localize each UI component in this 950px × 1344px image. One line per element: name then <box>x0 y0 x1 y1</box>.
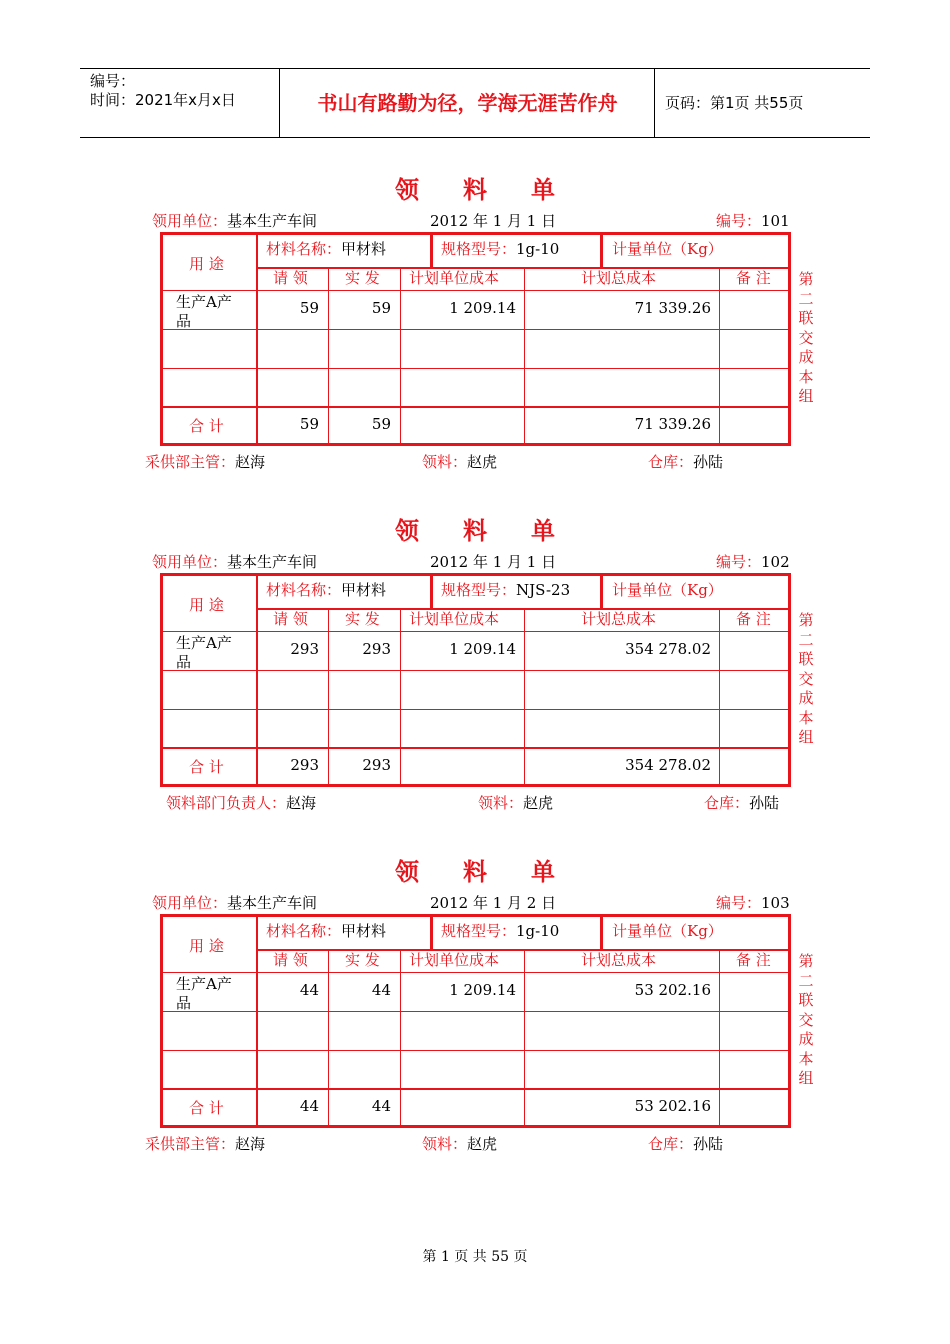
remark-header: 备 注 <box>736 951 771 969</box>
picker-name: 赵虎 <box>467 453 498 471</box>
total-cost-header: 计划总成本 <box>581 951 657 969</box>
spec-field: 规格型号：NJS-23 <box>441 581 571 599</box>
material-name-field: 材料名称：甲材料 <box>266 581 387 599</box>
form-title <box>0 511 950 546</box>
side-note-char: 第 <box>798 611 814 629</box>
purpose-label: 用 途 <box>189 937 224 955</box>
purpose-label: 用 途 <box>189 596 224 614</box>
warehouse-label: 仓库： <box>704 794 750 812</box>
form-title <box>0 170 950 205</box>
unit-line <box>152 551 317 572</box>
material-name-field: 材料名称：甲材料 <box>266 922 387 940</box>
requisition-form <box>0 170 950 490</box>
warehouse-name: 孙陆 <box>749 794 780 812</box>
header-page-info: 页码：第1页 共55页 <box>665 94 804 112</box>
issued-header: 实 发 <box>345 610 380 628</box>
picker-line <box>422 451 497 472</box>
requested-cell: 293 <box>290 640 319 658</box>
total-cost-sum-cell: 53 202.16 <box>634 1097 711 1115</box>
side-note-char: 成 <box>798 1030 814 1048</box>
manager-label: 采供部主管： <box>145 453 236 471</box>
unit-label: 领用单位： <box>152 553 228 571</box>
issued-cell: 59 <box>371 299 391 317</box>
unit-label: 领用单位： <box>152 894 228 912</box>
form-date: 2012 年 1 月 1 日 <box>430 212 557 230</box>
requisition-form <box>0 852 950 1172</box>
side-note-char: 交 <box>798 1010 814 1029</box>
side-note-char: 本 <box>798 1049 814 1068</box>
number-label: 编号： <box>716 894 762 912</box>
total-cost-cell: 71 339.26 <box>634 299 711 317</box>
warehouse-label: 仓库： <box>648 453 694 471</box>
unit-value: 基本生产车间 <box>227 894 318 912</box>
form-title-char: 领 <box>395 517 419 545</box>
requested-header: 请 领 <box>273 951 308 969</box>
side-note-char: 第 <box>798 270 814 288</box>
picker-name: 赵虎 <box>467 1135 498 1153</box>
side-note <box>796 611 816 748</box>
total-cost-header: 计划总成本 <box>581 269 657 287</box>
issued-header: 实 发 <box>345 269 380 287</box>
side-note-char: 成 <box>798 689 814 707</box>
header-motto: 书山有路勤为径，学海无涯苦作舟 <box>281 69 655 137</box>
header-time-label: 时间：2021年x月x日 <box>90 91 236 109</box>
number-value: 101 <box>761 212 790 230</box>
unit-line <box>152 210 317 231</box>
measure-unit-label: 计量单位（Kg） <box>612 922 723 940</box>
side-note-char: 联 <box>798 309 814 327</box>
purpose-label: 用 途 <box>189 255 224 273</box>
requested-cell: 59 <box>299 299 319 317</box>
picker-label: 领料： <box>422 1135 468 1153</box>
requested-header: 请 领 <box>273 269 308 287</box>
unit-cost-cell: 1 209.14 <box>449 640 516 658</box>
number-value: 102 <box>761 553 790 571</box>
warehouse-line <box>648 451 723 472</box>
total-issued-cell: 44 <box>371 1097 391 1115</box>
picker-label: 领料： <box>422 453 468 471</box>
total-cost-sum-cell: 71 339.26 <box>634 415 711 433</box>
issued-header: 实 发 <box>345 951 380 969</box>
total-label: 合 计 <box>189 1099 224 1117</box>
side-note-char: 联 <box>798 650 814 668</box>
side-note <box>796 952 816 1089</box>
page-header <box>80 68 870 138</box>
total-issued-cell: 293 <box>362 756 391 774</box>
side-note-char: 组 <box>798 387 814 405</box>
form-date: 2012 年 1 月 2 日 <box>430 894 557 912</box>
number-line <box>716 892 790 913</box>
side-note-char: 组 <box>798 728 814 746</box>
issued-cell: 293 <box>362 640 391 658</box>
number-value: 103 <box>761 894 790 912</box>
warehouse-line <box>648 1133 723 1154</box>
side-note-char: 交 <box>798 669 814 688</box>
unit-cost-header: 计划单位成本 <box>409 610 500 628</box>
remark-header: 备 注 <box>736 269 771 287</box>
total-cost-sum-cell: 354 278.02 <box>625 756 711 774</box>
remark-header: 备 注 <box>736 610 771 628</box>
manager-name: 赵海 <box>235 453 266 471</box>
side-note-char: 第 <box>798 952 814 970</box>
total-requested-cell: 44 <box>299 1097 319 1115</box>
spec-field: 规格型号：1g-10 <box>441 240 560 258</box>
manager-label: 采供部主管： <box>145 1135 236 1153</box>
picker-label: 领料： <box>478 794 524 812</box>
issued-cell: 44 <box>371 981 391 999</box>
picker-line <box>478 792 553 813</box>
picker-line <box>422 1133 497 1154</box>
manager-line <box>145 1133 265 1154</box>
unit-cost-cell: 1 209.14 <box>449 299 516 317</box>
number-line <box>716 551 790 572</box>
manager-name: 赵海 <box>286 794 317 812</box>
spec-field: 规格型号：1g-10 <box>441 922 560 940</box>
unit-cost-cell: 1 209.14 <box>449 981 516 999</box>
total-label: 合 计 <box>189 417 224 435</box>
measure-unit-label: 计量单位（Kg） <box>612 240 723 258</box>
side-note-char: 组 <box>798 1069 814 1087</box>
warehouse-name: 孙陆 <box>693 1135 724 1153</box>
number-label: 编号： <box>716 212 762 230</box>
side-note-char: 本 <box>798 708 814 727</box>
total-requested-cell: 293 <box>290 756 319 774</box>
form-title-char: 单 <box>531 858 555 886</box>
side-note-char: 成 <box>798 348 814 366</box>
form-title-char: 料 <box>463 176 487 204</box>
unit-cost-header: 计划单位成本 <box>409 269 500 287</box>
purpose-cell: 生产A产品 <box>176 975 232 1012</box>
measure-unit-label: 计量单位（Kg） <box>612 581 723 599</box>
form-title-char: 料 <box>463 858 487 886</box>
total-issued-cell: 59 <box>371 415 391 433</box>
side-note-char: 二 <box>798 630 814 649</box>
form-date: 2012 年 1 月 1 日 <box>430 553 557 571</box>
material-name-field: 材料名称：甲材料 <box>266 240 387 258</box>
requisition-table <box>160 573 791 787</box>
unit-line <box>152 892 317 913</box>
side-note <box>796 270 816 407</box>
number-label: 编号： <box>716 553 762 571</box>
total-requested-cell: 59 <box>299 415 319 433</box>
manager-line <box>166 792 316 813</box>
unit-cost-header: 计划单位成本 <box>409 951 500 969</box>
requisition-form <box>0 511 950 831</box>
warehouse-label: 仓库： <box>648 1135 694 1153</box>
header-code-label: 编号： <box>90 72 136 90</box>
picker-name: 赵虎 <box>523 794 554 812</box>
side-note-char: 本 <box>798 367 814 386</box>
requested-header: 请 领 <box>273 610 308 628</box>
page-footer: 第 1 页 共 55 页 <box>422 1249 528 1265</box>
requisition-table <box>160 232 791 446</box>
form-title-char: 料 <box>463 517 487 545</box>
manager-name: 赵海 <box>235 1135 266 1153</box>
purpose-cell: 生产A产品 <box>176 634 232 671</box>
form-title-char: 单 <box>531 517 555 545</box>
form-title-char: 领 <box>395 858 419 886</box>
side-note-char: 二 <box>798 289 814 308</box>
unit-label: 领用单位： <box>152 212 228 230</box>
total-cost-header: 计划总成本 <box>581 610 657 628</box>
manager-label: 领料部门负责人： <box>166 794 287 812</box>
purpose-cell: 生产A产品 <box>176 293 232 330</box>
total-cost-cell: 53 202.16 <box>634 981 711 999</box>
total-label: 合 计 <box>189 758 224 776</box>
side-note-char: 二 <box>798 971 814 990</box>
warehouse-name: 孙陆 <box>693 453 724 471</box>
side-note-char: 交 <box>798 328 814 347</box>
requested-cell: 44 <box>299 981 319 999</box>
warehouse-line <box>704 792 779 813</box>
form-title-char: 领 <box>395 176 419 204</box>
number-line <box>716 210 790 231</box>
unit-value: 基本生产车间 <box>227 212 318 230</box>
side-note-char: 联 <box>798 991 814 1009</box>
total-cost-cell: 354 278.02 <box>625 640 711 658</box>
form-title <box>0 852 950 887</box>
requisition-table <box>160 914 791 1128</box>
header-left-cell <box>80 69 280 137</box>
unit-value: 基本生产车间 <box>227 553 318 571</box>
manager-line <box>145 451 265 472</box>
form-title-char: 单 <box>531 176 555 204</box>
